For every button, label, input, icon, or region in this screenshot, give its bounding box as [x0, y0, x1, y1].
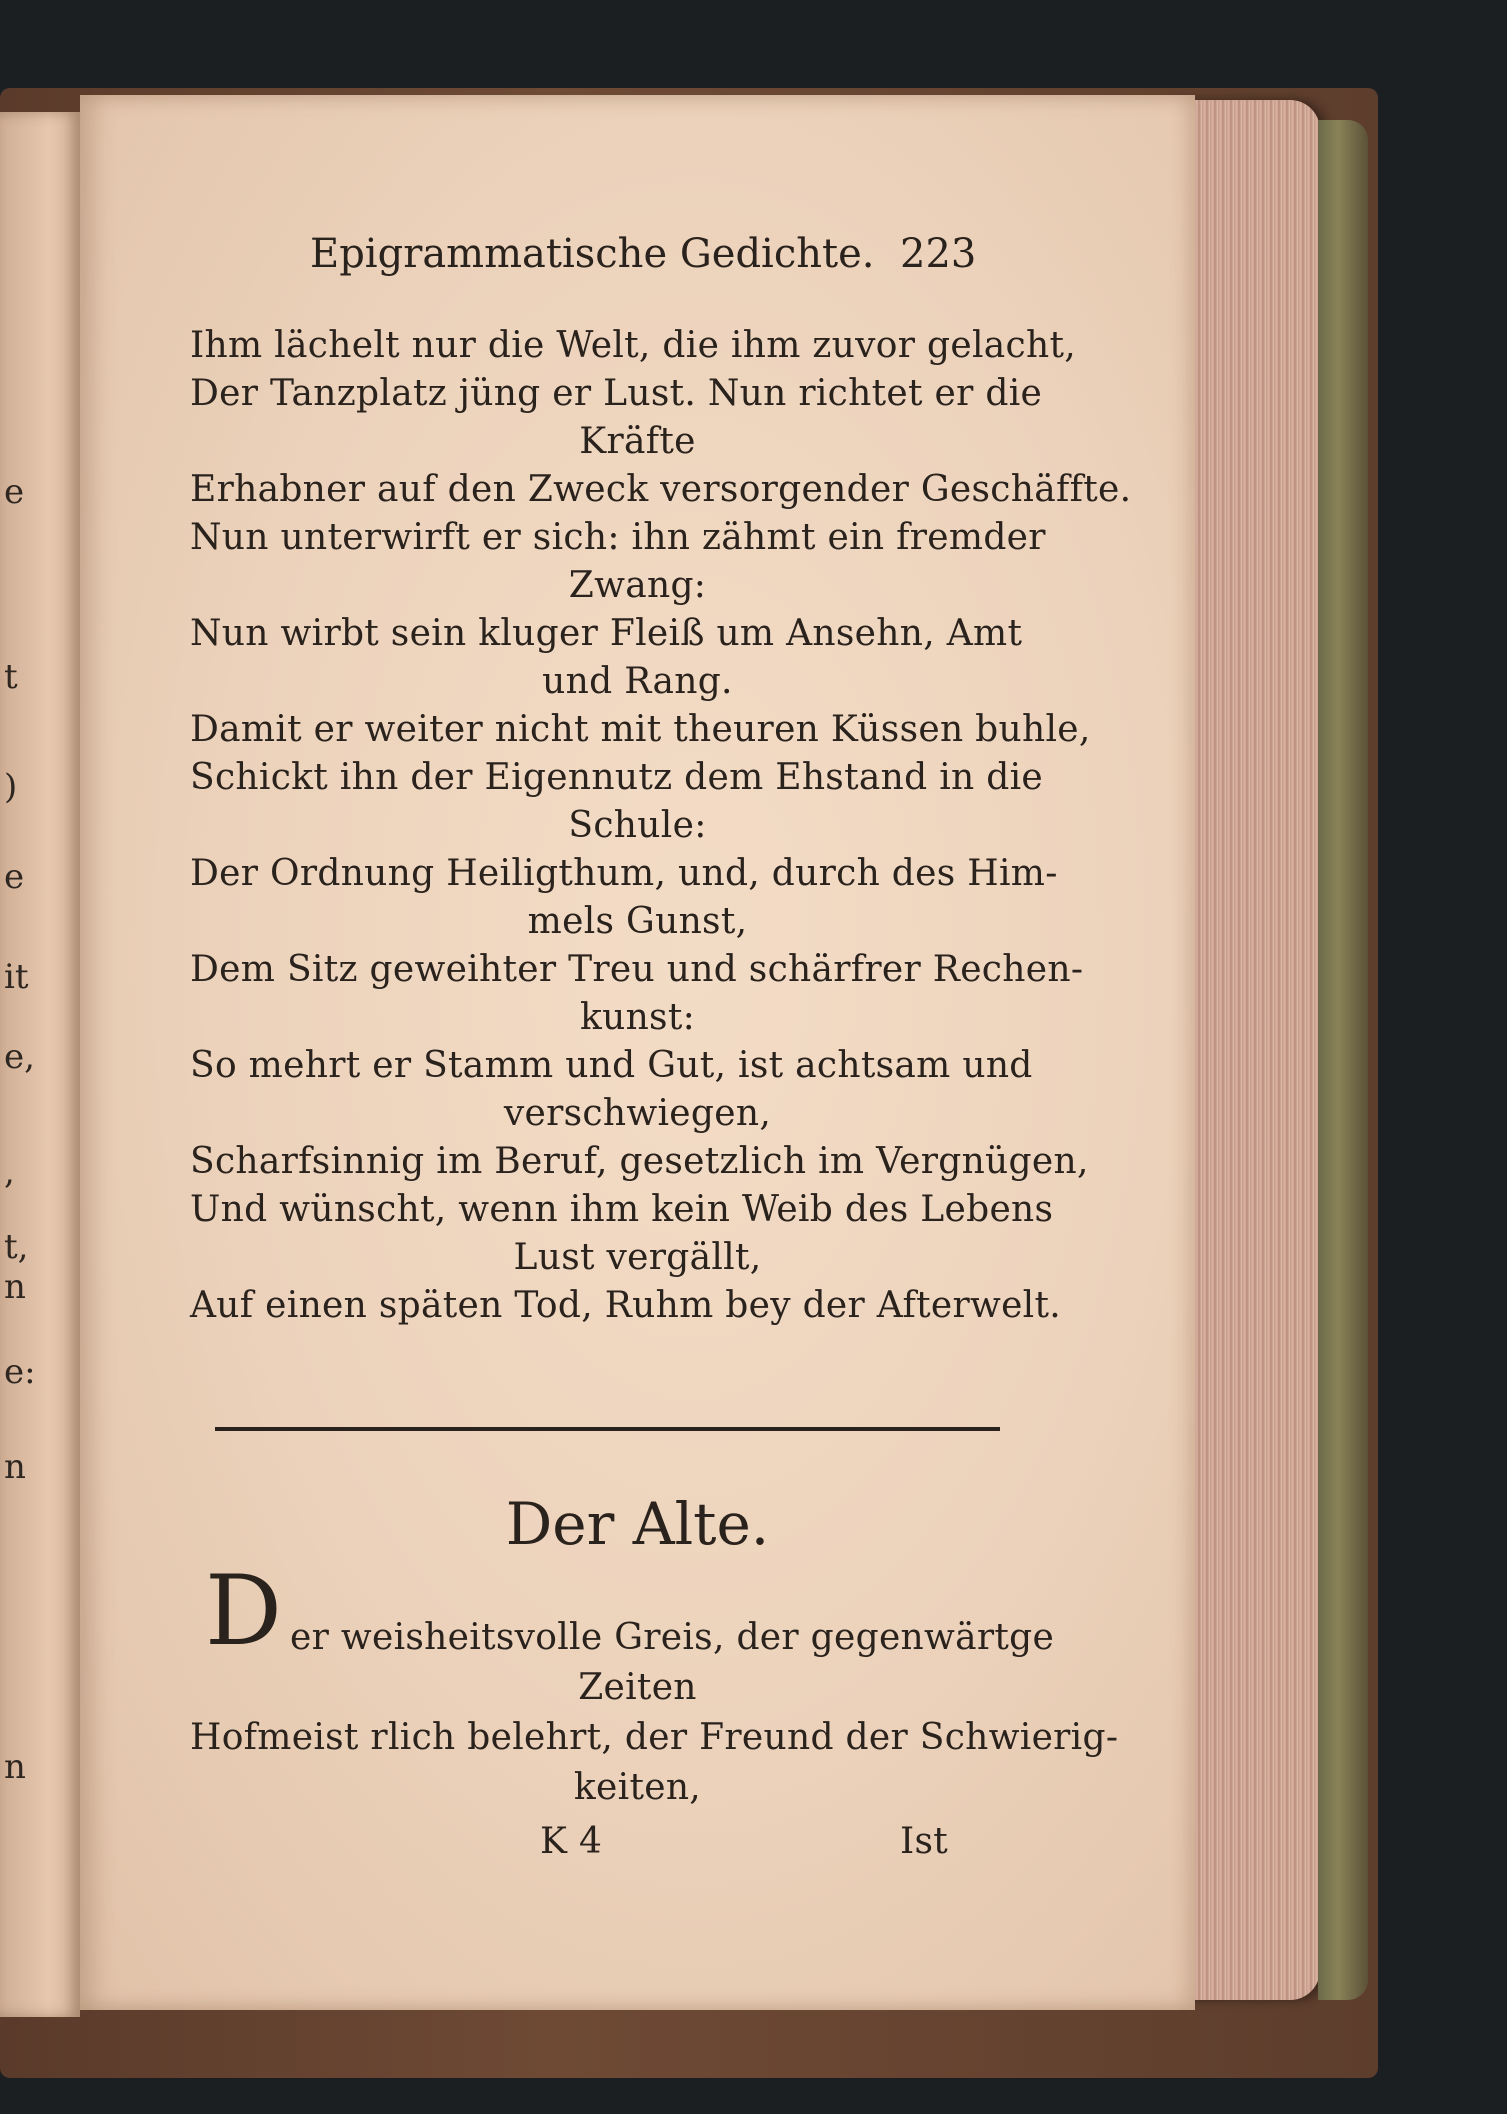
poem-line: verschwiegen,: [503, 1093, 772, 1134]
poem-line: Auf einen späten Tod, Ruhm bey der Afterwelt.: [190, 1285, 1061, 1326]
left-page: [0, 112, 80, 2017]
poem-line: Ihm lächelt nur die Welt, die ihm zuvor gelacht,: [190, 325, 1076, 366]
section-line: Hofmeist rlich belehrt, der Freund der Schwierig-: [190, 1717, 1119, 1758]
left-page-fragment: e: [4, 857, 25, 897]
poem-line: und Rang.: [542, 661, 733, 702]
poem-line: kunst:: [579, 997, 696, 1038]
left-page-fragment: ,: [4, 1152, 15, 1192]
poem-line: Scharfsinnig im Beruf, gesetzlich im Vergnügen,: [190, 1141, 1089, 1182]
section-divider: [215, 1427, 1000, 1431]
section-title: Der Alte.: [505, 1490, 770, 1558]
poem-line: Nun unterwirft er sich: ihn zähmt ein fremder: [190, 517, 1046, 558]
left-page-fragment: e:: [4, 1352, 36, 1392]
poem-line: Schule:: [568, 805, 707, 846]
section-line: Zeiten: [578, 1667, 697, 1708]
poem-line: Nun wirbt sein kluger Fleiß um Ansehn, Amt: [190, 613, 1023, 654]
poem-line: Schickt ihn der Eigennutz dem Ehstand in die: [190, 757, 1043, 798]
poem-line: Der Ordnung Heiligthum, und, durch des Him-: [190, 853, 1058, 894]
page-number: 223: [900, 231, 977, 277]
poem-line: Und wünscht, wenn ihm kein Weib des Lebens: [190, 1189, 1054, 1230]
drop-cap: D: [205, 1555, 282, 1667]
left-page-fragment: t: [4, 657, 18, 697]
poem-line: mels Gunst,: [527, 901, 748, 942]
poem-line: Erhabner auf den Zweck versorgender Geschäffte.: [190, 469, 1132, 510]
signature-mark: K 4: [540, 1821, 603, 1862]
left-page-fragment: ): [4, 767, 18, 807]
left-page-fragment: n: [4, 1267, 26, 1307]
section-line: er weisheitsvolle Greis, der gegenwärtge: [290, 1617, 1055, 1658]
poem-line: Damit er weiter nicht mit theuren Küssen buhle,: [190, 709, 1091, 750]
left-page-fragment: n: [4, 1447, 26, 1487]
poem-line: So mehrt er Stamm und Gut, ist achtsam und: [190, 1045, 1033, 1086]
running-header-title: Epigrammatische Gedichte.: [310, 231, 875, 277]
left-page-fragment: e,: [4, 1037, 35, 1077]
right-page: [80, 95, 1195, 2010]
left-page-fragment: it: [4, 957, 29, 997]
book-spine: [1318, 120, 1368, 2000]
poem-line: Zwang:: [568, 565, 707, 606]
left-page-fragment: t,: [4, 1227, 29, 1267]
catchword: Ist: [900, 1821, 949, 1862]
poem-line: Lust vergällt,: [513, 1237, 762, 1278]
poem-line: Der Tanzplatz jüng er Lust. Nun richtet er die: [190, 373, 1043, 414]
left-page-fragment: n: [4, 1747, 26, 1787]
poem-line: Kräfte: [579, 421, 696, 462]
section-line: keiten,: [573, 1767, 702, 1808]
left-page-fragment: e: [4, 472, 25, 512]
poem-line: Dem Sitz geweihter Treu und schärfrer Rechen-: [190, 949, 1084, 990]
